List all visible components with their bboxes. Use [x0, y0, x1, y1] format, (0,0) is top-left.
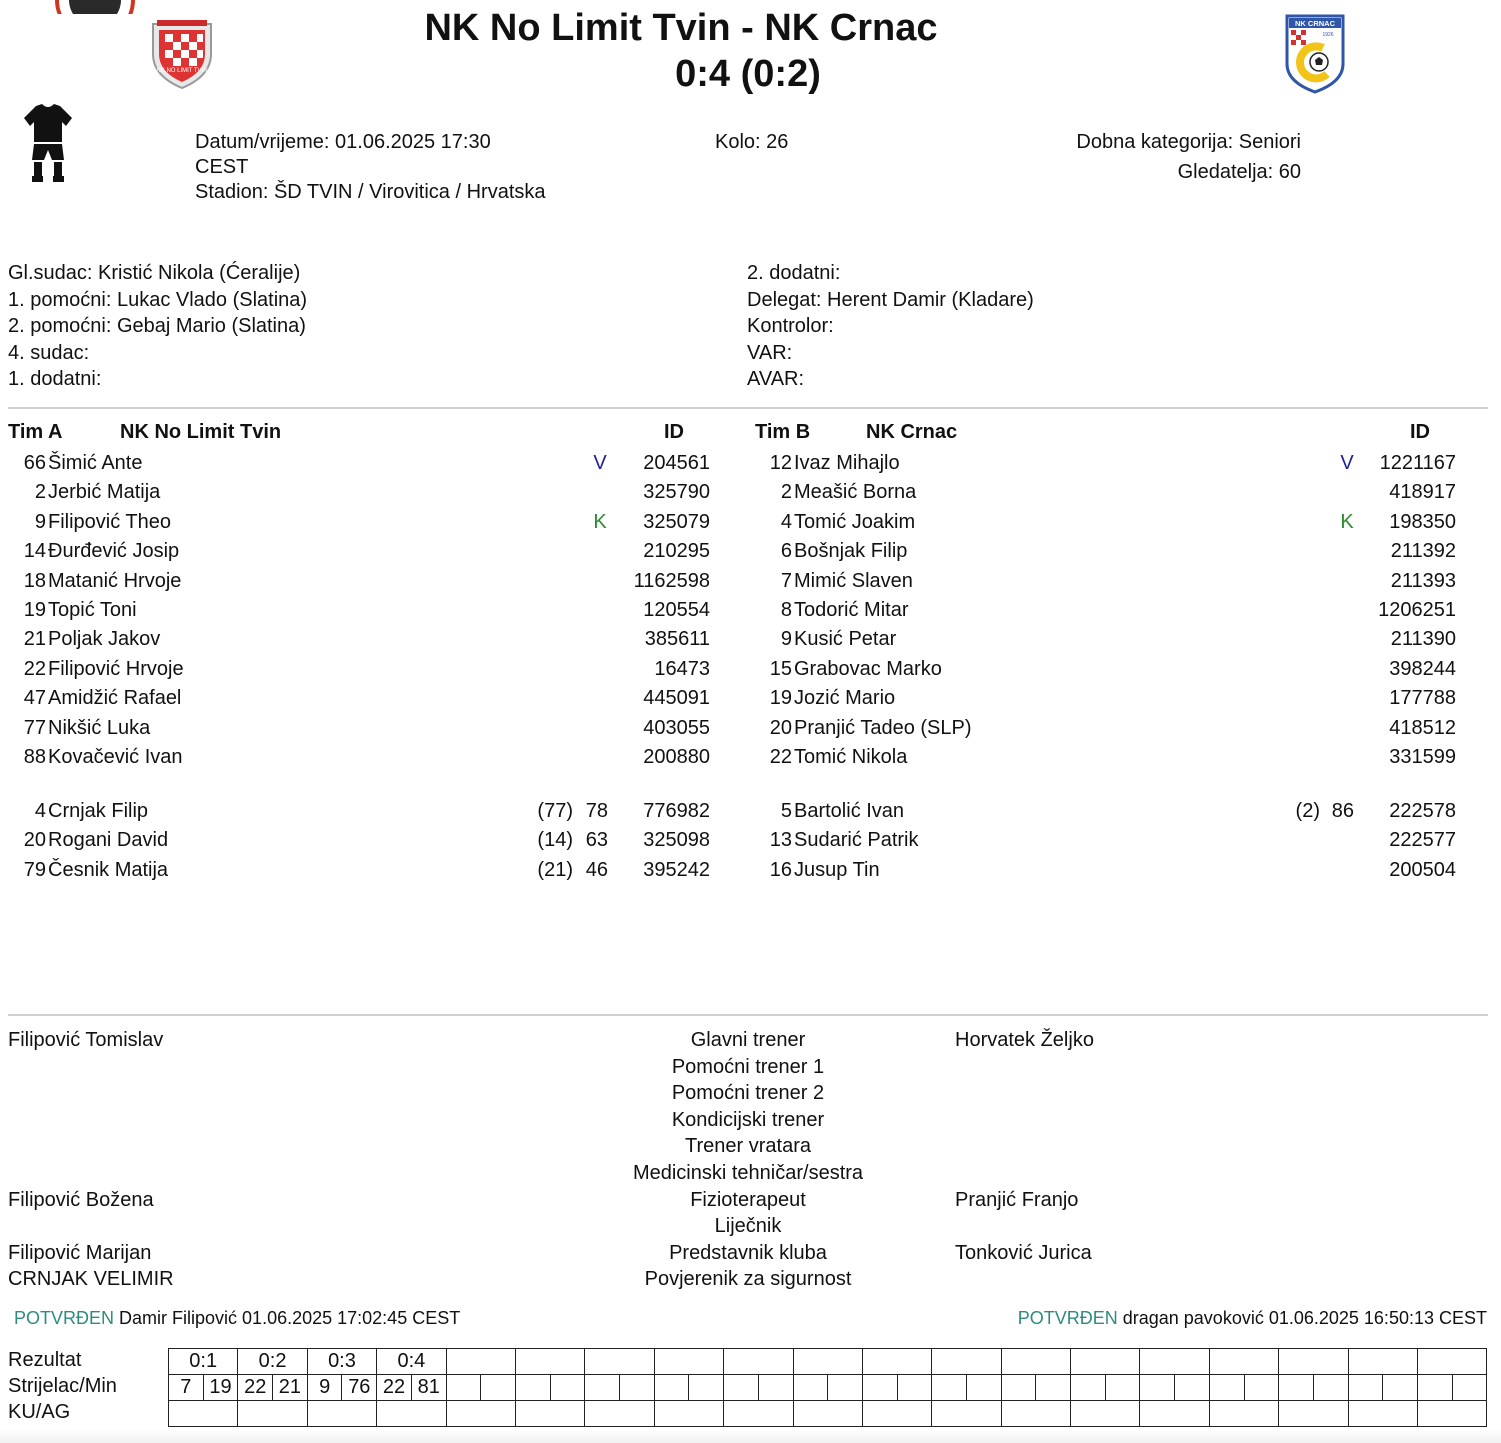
- match-round: Kolo: 26: [715, 131, 789, 153]
- player-id: 200880: [643, 746, 710, 768]
- player-id: 177788: [1389, 687, 1456, 710]
- scorer-minute-cell: [897, 1375, 932, 1401]
- player-row: [0, 449, 1501, 478]
- team-b-staff-name: Horvatek Željko: [955, 1029, 1094, 1051]
- result-cell: [793, 1349, 862, 1375]
- player-number: 77: [23, 716, 46, 739]
- result-cell: [1071, 1349, 1140, 1375]
- staff-role: Trener vratara: [685, 1135, 811, 1158]
- card-cell: [446, 1401, 515, 1427]
- score-grid: [168, 1348, 1487, 1427]
- player-name: Meašić Borna: [794, 481, 917, 504]
- card-cell: [307, 1401, 376, 1427]
- scorer-minute-cell: 21: [273, 1375, 308, 1401]
- scorer-minute-cell: [481, 1375, 516, 1401]
- replaced-player: (2): [1295, 800, 1320, 822]
- result-cell: [1001, 1349, 1070, 1375]
- goalkeeper-flag: V: [1340, 452, 1354, 474]
- card-cell: [1001, 1401, 1070, 1427]
- scorer-number-cell: [1279, 1375, 1314, 1401]
- player-id: 395242: [643, 858, 710, 881]
- card-cell: [238, 1401, 307, 1427]
- substitute-row: [0, 797, 1501, 826]
- substitute-row: [0, 856, 1501, 885]
- scorer-minute-cell: [828, 1375, 863, 1401]
- scorer-minute-cell: [1383, 1375, 1418, 1401]
- player-number: 16: [769, 858, 792, 881]
- player-name: Kovačević Ivan: [48, 746, 183, 768]
- scorer-number-cell: [654, 1375, 689, 1401]
- player-name: Mimić Slaven: [794, 569, 913, 592]
- replaced-player: (77): [537, 800, 573, 822]
- official-line: 2. pomoćni: Gebaj Mario (Slatina): [8, 315, 306, 338]
- result-cell: [585, 1349, 654, 1375]
- player-name: Pranjić Tadeo (SLP): [794, 716, 972, 739]
- player-row: [0, 508, 1501, 537]
- card-cell: [1209, 1401, 1278, 1427]
- card-cell: [1071, 1401, 1140, 1427]
- scorer-minute-cell: [1452, 1375, 1487, 1401]
- player-id: 1162598: [633, 569, 710, 592]
- player-number: 4: [34, 800, 46, 822]
- player-number: 2: [34, 481, 46, 504]
- player-number: 6: [780, 540, 792, 563]
- player-id: 1221167: [1379, 452, 1456, 474]
- result-cell: [724, 1349, 793, 1375]
- player-id: 222577: [1389, 829, 1456, 852]
- player-number: 19: [23, 599, 46, 621]
- player-number: 21: [23, 628, 46, 651]
- sub-minute: 78: [585, 800, 608, 822]
- result-cell: [654, 1349, 723, 1375]
- player-id: 120554: [643, 599, 710, 621]
- card-cell: [1279, 1401, 1348, 1427]
- staff-role: Predstavnik kluba: [669, 1241, 827, 1264]
- player-id: 200504: [1389, 858, 1456, 881]
- team-a-name: NK No Limit Tvin: [120, 421, 282, 443]
- player-id: 325098: [643, 829, 710, 852]
- confirmed-status: POTVRĐEN: [1017, 1308, 1118, 1328]
- result-cell: [1140, 1349, 1209, 1375]
- result-cell: 0:1: [169, 1349, 238, 1375]
- scorer-minute-cell: [966, 1375, 1001, 1401]
- player-number: 47: [23, 687, 46, 710]
- card-cell: [377, 1401, 446, 1427]
- team-b-id-header: ID: [1410, 421, 1430, 443]
- team-b-name: NK Crnac: [866, 421, 958, 443]
- official-line: 1. pomoćni: Lukac Vlado (Slatina): [8, 288, 308, 311]
- player-number: 9: [34, 510, 46, 533]
- player-id: 210295: [643, 540, 710, 563]
- player-name: Poljak Jakov: [48, 628, 161, 651]
- player-name: Bošnjak Filip: [794, 540, 908, 563]
- player-row: [0, 743, 1501, 772]
- player-id: 418512: [1389, 716, 1456, 739]
- match-stadium: Stadion: ŠD TVIN / Virovitica / Hrvatska: [195, 181, 546, 203]
- player-name: Topić Toni: [48, 599, 137, 621]
- player-name: Jusup Tin: [794, 858, 880, 881]
- official-line: 4. sudac:: [8, 341, 90, 364]
- player-name: Filipović Hrvoje: [48, 657, 184, 680]
- officials-right: [747, 260, 1034, 393]
- away-team-crest: [1283, 12, 1347, 94]
- scorer-minute-cell: [1105, 1375, 1140, 1401]
- player-name: Česnik Matija: [48, 858, 169, 881]
- scorer-minute-cell: [1036, 1375, 1071, 1401]
- player-id: 211390: [1390, 628, 1456, 651]
- scorer-minute-cell: [689, 1375, 724, 1401]
- player-id: 776982: [643, 800, 710, 822]
- player-id: 211392: [1390, 540, 1456, 563]
- result-cell: [1209, 1349, 1278, 1375]
- away-crest-name: NK CRNAC: [1295, 19, 1335, 28]
- result-cell: [932, 1349, 1001, 1375]
- card-cell: [724, 1401, 793, 1427]
- player-name: Matanić Hrvoje: [48, 569, 182, 592]
- scorer-minute-cell: 76: [342, 1375, 377, 1401]
- result-cell: [1348, 1349, 1417, 1375]
- card-cell: [1140, 1401, 1209, 1427]
- scorer-number-cell: 9: [307, 1375, 342, 1401]
- team-a-staff-name: Filipović Božena: [8, 1188, 154, 1211]
- team-b-label: Tim B: [755, 421, 811, 443]
- player-name: Đurđević Josip: [48, 540, 180, 563]
- player-name: Amidžić Rafael: [48, 687, 182, 710]
- player-name: Rogani David: [48, 829, 169, 852]
- official-line: Gl.sudac: Kristić Nikola (Ćeralije): [8, 262, 301, 284]
- card-cell: [932, 1401, 1001, 1427]
- team-b-staff-name: Pranjić Franjo: [955, 1188, 1079, 1211]
- player-name: Bartolić Ivan: [794, 800, 905, 822]
- scorer-number-cell: [515, 1375, 550, 1401]
- player-number: 79: [23, 858, 46, 881]
- scorer-number-cell: [1418, 1375, 1453, 1401]
- player-number: 20: [769, 716, 792, 739]
- player-number: 19: [769, 687, 792, 710]
- match-timezone: CEST: [195, 156, 249, 178]
- player-number: 88: [23, 746, 46, 768]
- player-id: 16473: [654, 657, 710, 680]
- staff-role: Fizioterapeut: [690, 1188, 806, 1211]
- player-name: Tomić Joakim: [794, 510, 916, 533]
- result-cell: 0:3: [307, 1349, 376, 1375]
- scorer-minute-cell: [550, 1375, 585, 1401]
- team-a-id-header: ID: [664, 421, 684, 443]
- player-name: Jerbić Matija: [48, 481, 161, 504]
- result-row-label: Rezultat: [8, 1349, 82, 1371]
- result-cell: [1418, 1349, 1487, 1375]
- player-name: Todorić Mitar: [794, 599, 909, 621]
- player-row: [0, 684, 1501, 713]
- card-cell: [1418, 1401, 1487, 1427]
- confirmed-by: Damir Filipović 01.06.2025 17:02:45 CEST: [119, 1308, 461, 1328]
- player-id: 1206251: [1378, 599, 1456, 621]
- scorer-number-cell: [932, 1375, 967, 1401]
- official-line: Delegat: Herent Damir (Kladare): [747, 288, 1034, 311]
- player-id: 385611: [644, 628, 710, 651]
- match-datetime: Datum/vrijeme: 01.06.2025 17:30: [195, 131, 491, 153]
- player-row: [0, 596, 1501, 625]
- player-number: 13: [769, 829, 792, 852]
- card-cell: [862, 1401, 931, 1427]
- staff-role: Glavni trener: [690, 1029, 806, 1051]
- player-name: Tomić Nikola: [794, 746, 908, 768]
- player-number: 7: [780, 569, 792, 592]
- match-score: 0:4 (0:2): [675, 53, 821, 95]
- scorer-number-cell: [724, 1375, 759, 1401]
- replaced-player: (14): [537, 829, 573, 852]
- staff-role: Povjerenik za sigurnost: [644, 1268, 852, 1291]
- staff-role: Liječnik: [714, 1215, 782, 1238]
- partial-logo: [55, 0, 135, 14]
- confirmation-team-a: [14, 1308, 460, 1329]
- player-number: 9: [780, 628, 792, 651]
- scorer-minute-cell: [1313, 1375, 1348, 1401]
- official-line: 2. dodatni:: [747, 262, 841, 284]
- player-row: [0, 655, 1501, 684]
- scorer-number-cell: [1140, 1375, 1175, 1401]
- team-a-label: Tim A: [8, 421, 63, 443]
- confirmation-team-b: [1018, 1308, 1487, 1329]
- player-id: 445091: [643, 687, 710, 710]
- player-id: 398244: [1389, 657, 1456, 680]
- away-crest-year: 1926: [1322, 32, 1334, 38]
- player-number: 4: [780, 510, 792, 533]
- player-number: 18: [23, 569, 46, 592]
- result-cell: [862, 1349, 931, 1375]
- player-name: Šimić Ante: [48, 452, 143, 474]
- player-row: [0, 714, 1501, 743]
- player-name: Sudarić Patrik: [794, 829, 919, 852]
- player-name: Grabovac Marko: [794, 657, 942, 680]
- scorer-number-cell: [446, 1375, 481, 1401]
- officials-left: [8, 260, 307, 393]
- team-a-staff-name: Filipović Tomislav: [8, 1029, 164, 1051]
- scorer-minute-cell: [758, 1375, 793, 1401]
- team-a-staff-name: CRNJAK VELIMIR: [8, 1268, 174, 1291]
- result-cell: [1279, 1349, 1348, 1375]
- player-id: 325079: [643, 510, 710, 533]
- scorer-minute-cell: [620, 1375, 655, 1401]
- card-cell: [1348, 1401, 1417, 1427]
- divider: [8, 1014, 1488, 1016]
- player-row: [0, 478, 1501, 507]
- scorer-number-cell: [1209, 1375, 1244, 1401]
- captain-flag: K: [593, 510, 607, 533]
- official-line: 1. dodatni:: [8, 368, 102, 391]
- player-id: 222578: [1389, 800, 1456, 822]
- scorer-number-cell: [1001, 1375, 1036, 1401]
- staff-role: Pomoćni trener 1: [671, 1055, 825, 1078]
- substitute-row: [0, 826, 1501, 855]
- scorer-number-cell: 22: [238, 1375, 273, 1401]
- scorer-number-cell: [862, 1375, 897, 1401]
- player-row: [0, 625, 1501, 654]
- player-number: 2: [780, 481, 792, 504]
- team-b-staff-name: Tonković Jurica: [955, 1241, 1092, 1264]
- player-number: 22: [23, 657, 46, 680]
- player-number: 8: [780, 599, 792, 621]
- replaced-player: (21): [537, 858, 573, 881]
- player-number: 15: [769, 657, 792, 680]
- sub-minute: 46: [585, 858, 608, 881]
- player-id: 403055: [643, 716, 710, 739]
- staff-role: Pomoćni trener 2: [671, 1082, 825, 1105]
- scorer-minute-cell: [1175, 1375, 1210, 1401]
- scorer-number-cell: 22: [377, 1375, 412, 1401]
- player-number: 22: [769, 746, 792, 768]
- result-cell: 0:4: [377, 1349, 446, 1375]
- player-name: Filipović Theo: [48, 510, 172, 533]
- scorer-row-label: Strijelac/Min: [8, 1375, 117, 1397]
- card-row-label: KU/AG: [8, 1401, 71, 1423]
- card-cell: [169, 1401, 238, 1427]
- player-row: [0, 537, 1501, 566]
- team-a-staff-name: Filipović Marijan: [8, 1241, 152, 1264]
- player-name: Nikšić Luka: [48, 716, 151, 739]
- match-title: NK No Limit Tvin - NK Crnac: [424, 7, 938, 49]
- player-number: 14: [23, 540, 46, 563]
- player-number: 66: [23, 452, 46, 474]
- player-id: 331599: [1389, 746, 1456, 768]
- scorer-number-cell: [1348, 1375, 1383, 1401]
- scorer-number-cell: [585, 1375, 620, 1401]
- player-id: 204561: [643, 452, 710, 474]
- confirmed-status: POTVRĐEN: [14, 1308, 115, 1328]
- confirmed-by: dragan pavoković 01.06.2025 16:50:13 CEST: [1122, 1308, 1487, 1328]
- captain-flag: K: [1340, 510, 1354, 533]
- card-cell: [515, 1401, 584, 1427]
- official-line: VAR:: [747, 341, 793, 364]
- age-category: Dobna kategorija: Seniori: [1076, 131, 1301, 153]
- staff-role: Kondicijski trener: [671, 1108, 825, 1131]
- divider: [8, 407, 1488, 409]
- result-cell: 0:2: [238, 1349, 307, 1375]
- card-cell: [585, 1401, 654, 1427]
- goalkeeper-flag: V: [593, 452, 607, 474]
- scorer-number-cell: [1071, 1375, 1106, 1401]
- scorer-number-cell: 7: [169, 1375, 204, 1401]
- player-number: 20: [23, 829, 46, 852]
- home-team-crest: [147, 14, 217, 90]
- team-kit-icon: [22, 104, 74, 184]
- sub-minute: 63: [585, 829, 608, 852]
- scorer-number-cell: [793, 1375, 828, 1401]
- spectators: Gledatelja: 60: [1177, 161, 1301, 183]
- scorer-minute-cell: 19: [203, 1375, 238, 1401]
- card-cell: [793, 1401, 862, 1427]
- scorer-minute-cell: [1244, 1375, 1279, 1401]
- page-bottom-shadow: [0, 1429, 1501, 1443]
- player-id: 198350: [1389, 510, 1456, 533]
- home-crest-text: NK NO LIMIT TVIN: [156, 68, 208, 74]
- player-id: 211393: [1390, 569, 1456, 592]
- card-cell: [654, 1401, 723, 1427]
- official-line: AVAR:: [747, 368, 805, 391]
- sub-minute: 86: [1331, 800, 1354, 822]
- player-number: 5: [780, 800, 792, 822]
- official-line: Kontrolor:: [747, 315, 834, 338]
- result-cell: [446, 1349, 515, 1375]
- scorer-minute-cell: 81: [411, 1375, 446, 1401]
- staff-role: Medicinski tehničar/sestra: [632, 1162, 864, 1184]
- player-id: 418917: [1389, 481, 1456, 504]
- player-number: 12: [769, 452, 792, 474]
- player-name: Crnjak Filip: [48, 800, 149, 822]
- result-cell: [515, 1349, 584, 1375]
- player-name: Jozić Mario: [794, 687, 896, 710]
- player-row: [0, 567, 1501, 596]
- player-name: Ivaz Mihajlo: [794, 452, 900, 474]
- player-name: Kusić Petar: [794, 628, 897, 651]
- player-id: 325790: [643, 481, 710, 504]
